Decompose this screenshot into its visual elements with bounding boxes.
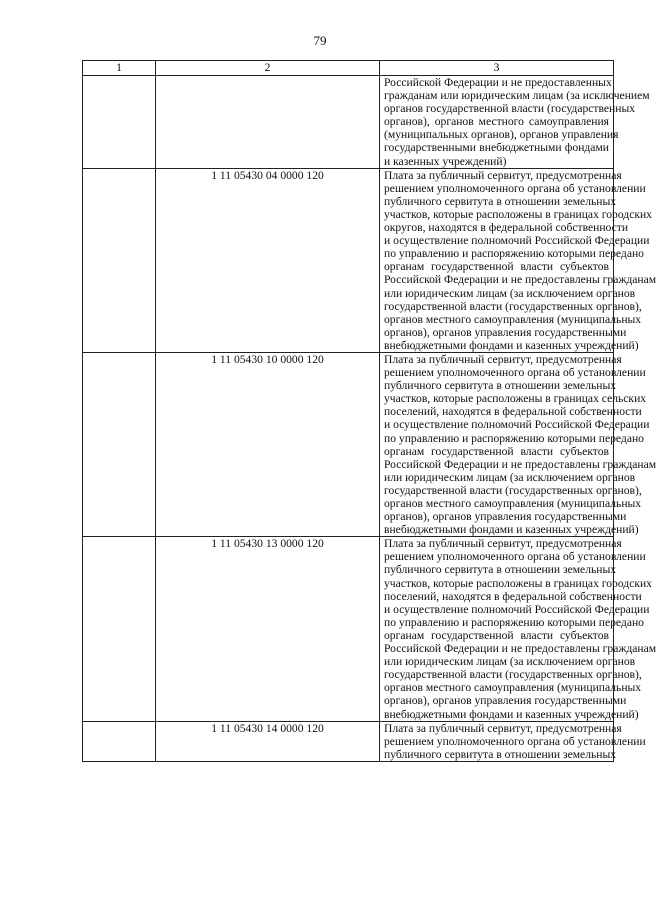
table-row bbox=[83, 76, 614, 169]
page-number: 79 bbox=[313, 33, 327, 48]
description-line: внебюджетными фондами и казенных учреждений) bbox=[384, 338, 639, 352]
description-line: государственными внебюджетными фондами bbox=[384, 141, 609, 155]
description-line: или юридическим лицам (за исключением органов bbox=[384, 655, 636, 669]
description-line: Российской Федерации и не предоставлены гражданам bbox=[384, 273, 656, 287]
description-line: поселений, находятся в федеральной собственности bbox=[384, 405, 642, 419]
column-header-2: 2 bbox=[156, 61, 380, 76]
budget-code-cell: 1 11 05430 14 0000 120 bbox=[156, 721, 380, 761]
description-line: публичного сервитута в отношении земельных bbox=[384, 379, 617, 393]
description-line: органов), органов управления государственными bbox=[384, 510, 627, 524]
description-line: (муниципальных органов), органов управления bbox=[384, 128, 619, 142]
table-row bbox=[83, 537, 614, 721]
budget-code-table bbox=[82, 60, 656, 762]
description-line: органов местного самоуправления (муниципальных bbox=[384, 312, 642, 326]
description-line: и осуществление полномочий Российской Федерации bbox=[384, 234, 650, 248]
description-line: публичного сервитута в отношении земельных bbox=[384, 194, 617, 208]
table-cell-column-1 bbox=[83, 352, 156, 536]
table-header-row bbox=[83, 61, 614, 76]
description-line: участков, которые расположены в границах городских bbox=[384, 207, 652, 221]
description-line: органов местного самоуправления (муниципальных bbox=[384, 681, 642, 695]
description-cell bbox=[380, 76, 650, 169]
description-line: Российской Федерации и не предоставленных bbox=[384, 76, 612, 89]
description-line: органов), органов местного самоуправления bbox=[384, 115, 609, 129]
description-line: по управлению и распоряжению которыми передано bbox=[384, 247, 644, 261]
description-line: округов, находятся в федеральной собственности bbox=[384, 221, 629, 235]
description-line: гражданам или юридическим лицам (за исключением bbox=[384, 89, 650, 103]
table-row bbox=[83, 352, 614, 536]
description-line: или юридическим лицам (за исключением органов bbox=[384, 286, 636, 300]
description-cell bbox=[380, 168, 656, 352]
description-cell bbox=[380, 537, 656, 721]
description-line: и казенных учреждений) bbox=[384, 154, 507, 168]
description-cell bbox=[380, 352, 656, 537]
description-line: органов), органов управления государственными bbox=[384, 325, 627, 339]
description-line: публичного сервитута в отношении земельных bbox=[384, 563, 617, 577]
description-line: участков, которые расположены в границах сельских bbox=[384, 392, 647, 406]
table-cell-column-1 bbox=[83, 76, 156, 169]
description-cell bbox=[380, 721, 646, 761]
description-line: по управлению и распоряжению которыми передано bbox=[384, 431, 644, 445]
description-line: Плата за публичный сервитут, предусмотренная bbox=[384, 721, 622, 735]
description-line: государственной власти (государственных органов), bbox=[384, 668, 642, 682]
description-line: и осуществление полномочий Российской Федерации bbox=[384, 418, 650, 432]
description-line: внебюджетными фондами и казенных учреждений) bbox=[384, 523, 639, 537]
description-line: Российской Федерации и не предоставлены гражданам bbox=[384, 642, 656, 656]
description-line: участков, которые расположены в границах городских bbox=[384, 576, 652, 590]
budget-code-cell: 1 11 05430 13 0000 120 bbox=[156, 537, 380, 721]
description-line: Российской Федерации и не предоставлены гражданам bbox=[384, 457, 656, 471]
column-header-3: 3 bbox=[380, 61, 614, 76]
budget-code-cell bbox=[156, 76, 380, 169]
description-line: поселений, находятся в федеральной собственности bbox=[384, 589, 642, 603]
table-row bbox=[83, 721, 614, 761]
description-line: Плата за публичный сервитут, предусмотренная bbox=[384, 537, 622, 551]
description-line: решением уполномоченного органа об установлении bbox=[384, 550, 646, 564]
description-line: и осуществление полномочий Российской Федерации bbox=[384, 602, 650, 616]
description-line: Плата за публичный сервитут, предусмотренная bbox=[384, 168, 622, 182]
description-line: или юридическим лицам (за исключением органов bbox=[384, 470, 636, 484]
table-cell-column-1 bbox=[83, 168, 156, 352]
description-line: решением уполномоченного органа об установлении bbox=[384, 181, 646, 195]
description-line: государственной власти (государственных органов), bbox=[384, 483, 642, 497]
table-row bbox=[83, 168, 614, 352]
description-line: публичного сервитута в отношении земельных bbox=[384, 747, 617, 761]
description-line: по управлению и распоряжению которыми передано bbox=[384, 615, 644, 629]
budget-code-cell: 1 11 05430 04 0000 120 bbox=[156, 168, 380, 352]
column-header-1: 1 bbox=[83, 61, 156, 76]
description-line: органов), органов управления государственными bbox=[384, 694, 627, 708]
description-line: органам государственной власти субъектов bbox=[384, 444, 609, 458]
table-cell-column-1 bbox=[83, 721, 156, 761]
description-line: решением уполномоченного органа об установлении bbox=[384, 366, 646, 380]
description-line: органам государственной власти субъектов bbox=[384, 260, 609, 274]
description-line: органов местного самоуправления (муниципальных bbox=[384, 497, 642, 510]
budget-code-cell: 1 11 05430 10 0000 120 bbox=[156, 352, 380, 536]
description-line: органам государственной власти субъектов bbox=[384, 628, 609, 642]
description-line: органов государственной власти (государственных bbox=[384, 102, 636, 116]
description-line: внебюджетными фондами и казенных учреждений) bbox=[384, 707, 639, 721]
description-line: государственной власти (государственных органов), bbox=[384, 299, 642, 313]
description-line: Плата за публичный сервитут, предусмотренная bbox=[384, 352, 622, 366]
table-cell-column-1 bbox=[83, 537, 156, 721]
description-line: решением уполномоченного органа об установлении bbox=[384, 734, 646, 748]
